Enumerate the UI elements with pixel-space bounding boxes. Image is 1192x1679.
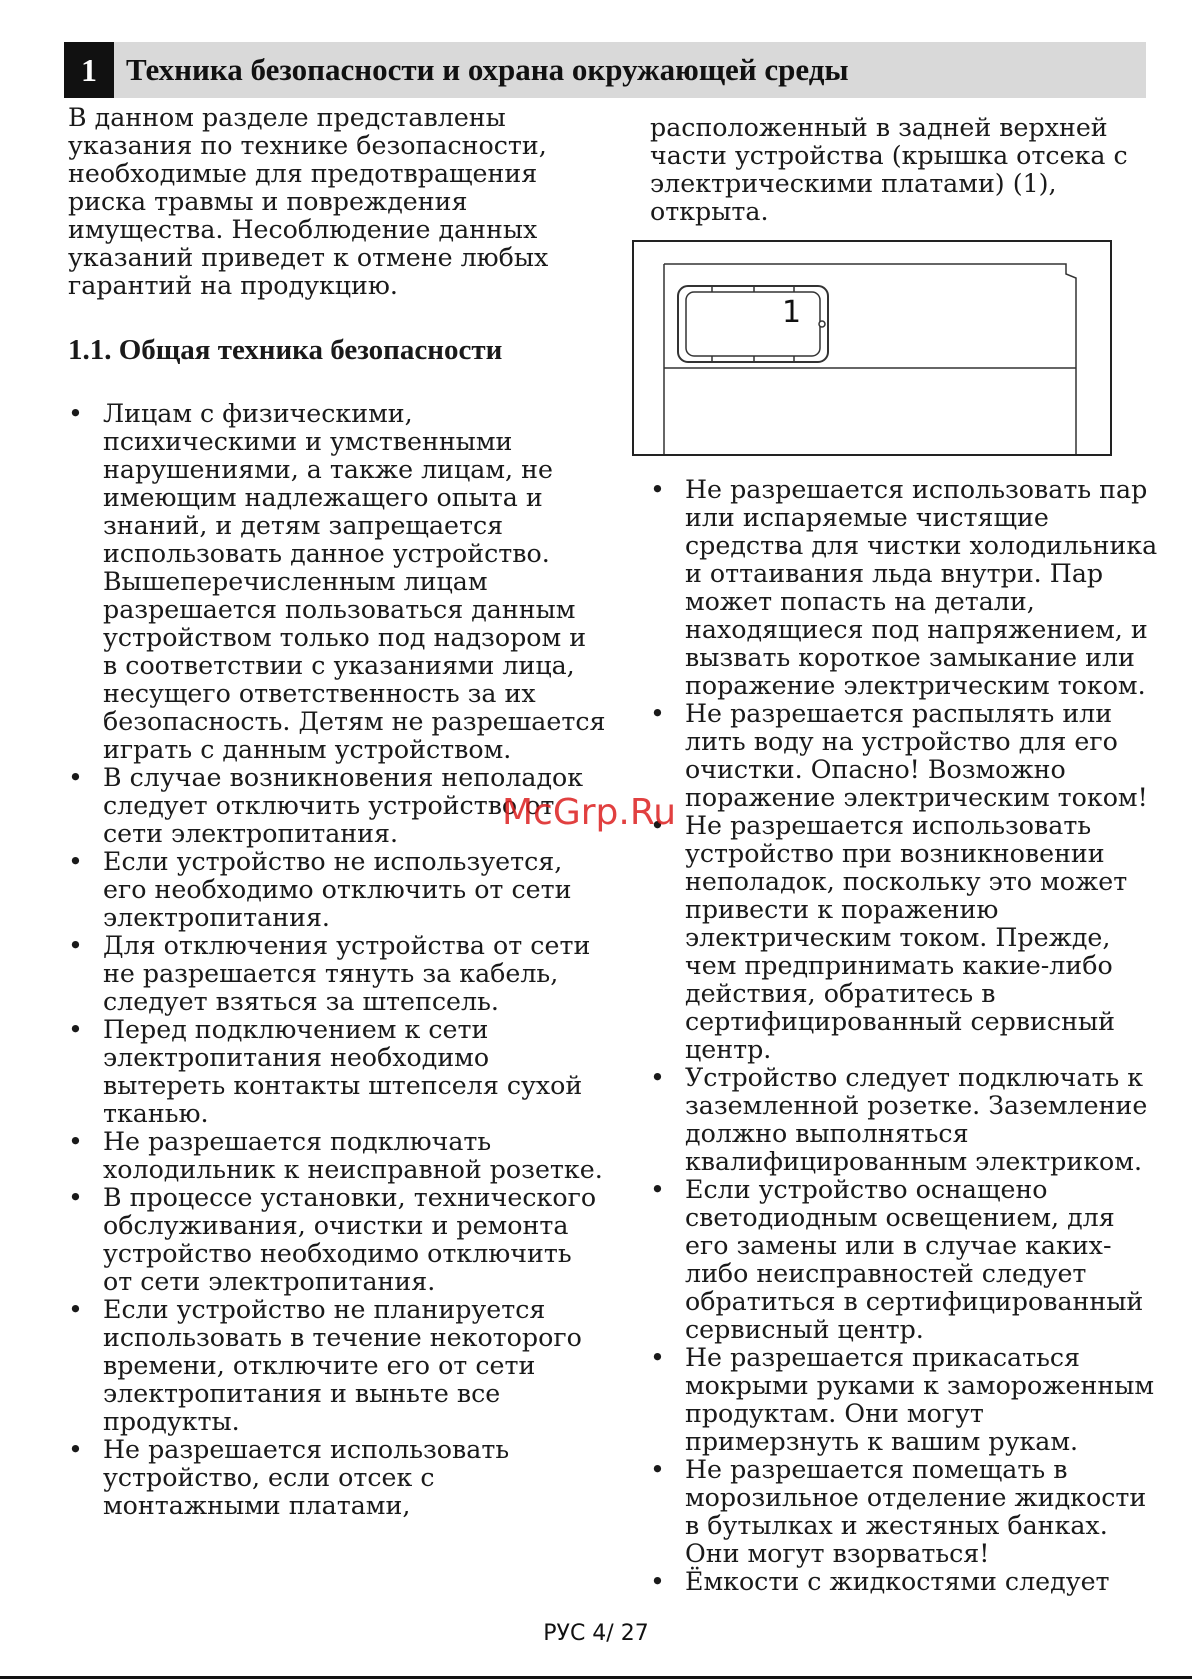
list-item: • Не разрешается распылять или лить воду на устройство для его очистки. Опасно! Возможно поражение электрическим током!	[650, 700, 1160, 812]
list-item: • В процессе установки, технического обслуживания, очистки и ремонта устройство необходимо отключить от сети электропитания.	[68, 1184, 608, 1296]
list-item: • Не разрешается использовать пар или испаряемые чистящие средства для чистки холодильника и оттаивания льда внутри. Пар может попасть на детали, находящиеся под напряжением, и вызвать короткое замыкание или поражение электрическим током.	[650, 476, 1160, 700]
board-cover-illustration	[634, 242, 1110, 454]
list-item: • Не разрешается помещать в морозильное отделение жидкости в бутылках и жестяных банках. Они могут взорваться!	[650, 1456, 1160, 1568]
list-item: • Лицам с физическими, психическими и умственными нарушениями, а также лицам, не имеющим надлежащего опыта и знаний, и детям запрещается использовать данное устройство. Вышеперечисленным лицам разрешается пользоваться данным устройством только под надзором и в соответствии с указаниями лица, несущего ответственность за их безопасность. Детям не разрешается играть с данным устройством.	[68, 400, 608, 764]
list-item: • Не разрешается подключать холодильник к неисправной розетке.	[68, 1128, 608, 1184]
section-title: Техника безопасности и охрана окружающей среды	[126, 52, 849, 87]
list-item: • Если устройство оснащено светодиодным освещением, для его замены или в случае каких-либо неисправностей следует обратиться в сертифицированный сервисный центр.	[650, 1176, 1160, 1344]
intro-paragraph: В данном разделе представлены указания по технике безопасности, необходимые для предотвращения риска травмы и повреждения имущества. Несоблюдение данных указаний приведет к отмене любых гарантий на продукцию.	[68, 103, 549, 300]
list-item: • В случае возникновения неполадок следует отключить устройство от сети электропитания.	[68, 764, 608, 848]
right-column	[650, 114, 1160, 1596]
list-item: • Не разрешается использовать устройство, если отсек с монтажными платами,	[68, 1436, 608, 1520]
left-bullet-list	[68, 400, 608, 1520]
section-header	[64, 42, 1146, 98]
list-item: • Не разрешается прикасаться мокрыми руками к замороженным продуктам. Они могут примерзнуть к вашим рукам.	[650, 1344, 1160, 1456]
continuation-paragraph: расположенный в задней верхней части устройства (крышка отсека с электрическими платами) (1), открыта.	[650, 113, 1128, 226]
list-item: • Не разрешается использовать устройство при возникновении неполадок, поскольку это может привести к поражению электрическим током. Прежде, чем предпринимать какие-либо действия, обратитесь в сертифицированный сервисный центр.	[650, 812, 1160, 1064]
list-item: • Ёмкости с жидкостями следует	[650, 1568, 1160, 1596]
page-number: РУС 4/ 27	[543, 1621, 649, 1646]
watermark: McGrp.Ru	[502, 792, 677, 833]
list-item: • Для отключения устройства от сети не разрешается тянуть за кабель, следует взяться за штепсель.	[68, 932, 608, 1016]
list-item: • Если устройство не используется, его необходимо отключить от сети электропитания.	[68, 848, 608, 932]
list-item: • Устройство следует подключать к заземленной розетке. Заземление должно выполняться квалифицированным электриком.	[650, 1064, 1160, 1176]
subsection-heading: 1.1. Общая техника безопасности	[68, 334, 503, 366]
figure-label: 1	[782, 295, 802, 330]
section-number: 1	[64, 42, 114, 98]
appliance-back-diagram	[632, 240, 1112, 456]
list-item: • Если устройство не планируется использовать в течение некоторого времени, отключите его от сети электропитания и выньте все продукты.	[68, 1296, 608, 1436]
right-bullet-list	[650, 476, 1160, 1596]
list-item: • Перед подключением к сети электропитания необходимо вытереть контакты штепселя сухой тканью.	[68, 1016, 608, 1128]
